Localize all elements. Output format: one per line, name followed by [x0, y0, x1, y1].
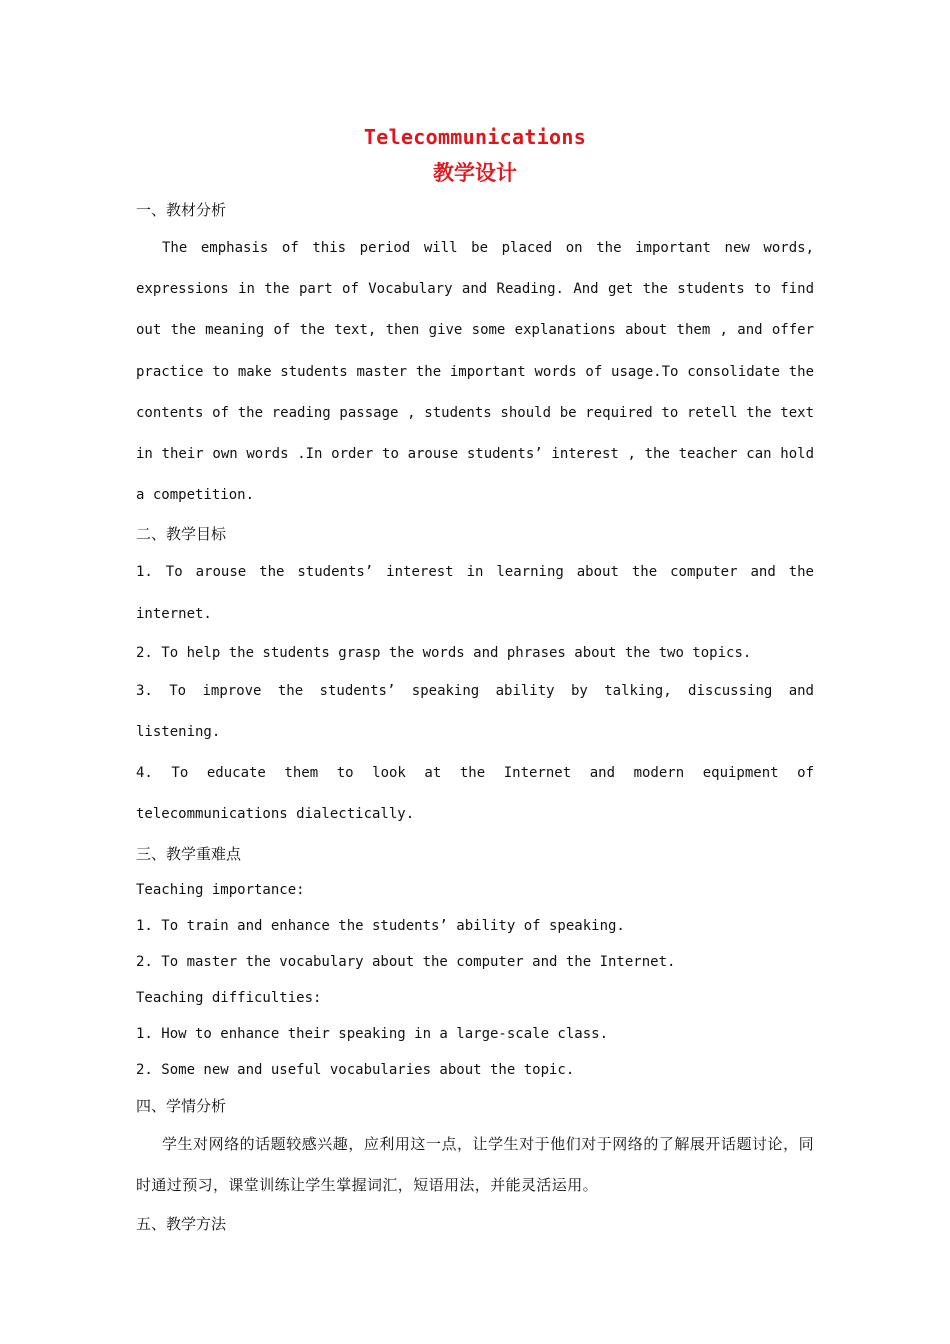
section-heading-textbook-analysis: 一、教材分析 — [136, 201, 227, 219]
textbook-analysis-paragraph: The emphasis of this period will be placed on the important new words, expressions in the part of Vocabulary and Reading. And get the students to find out the meaning of the text, then give some explanations about them , and offer practice to make students master the important words of usage.To consolidate the contents of the reading passage , students should be required to retell the text in their own words .In order to arouse students’ interest , the teacher can hold a competition. — [136, 240, 814, 504]
objective-item: 3. To improve the students’ speaking ability by talking, discussing and listening. — [136, 682, 814, 741]
objective-item: 2. To help the students grasp the words and phrases about the two topics. — [136, 644, 752, 661]
importance-item: 1. To train and enhance the students’ ability of speaking. — [136, 917, 625, 934]
objective-item: 4. To educate them to look at the Internet and modern equipment of telecommunications dialectically. — [136, 765, 814, 823]
section-heading-teaching-objectives: 二、教学目标 — [136, 525, 227, 544]
section-heading-key-difficult-points: 三、教学重难点 — [136, 844, 242, 863]
importance-item: 2. To master the vocabulary about the computer and the Internet. — [136, 953, 676, 970]
objective-item: 1. To arouse the students’ interest in learning about the computer and the internet. — [136, 564, 814, 622]
difficulty-item: 1. How to enhance their speaking in a large-scale class. — [136, 1025, 609, 1042]
document-title-en: Telecommunications — [363, 125, 587, 149]
document-title-cn: 教学设计 — [433, 160, 517, 185]
document-page — [136, 122, 814, 1242]
teaching-difficulties-label: Teaching difficulties: — [136, 989, 322, 1006]
section-heading-teaching-methods: 五、教学方法 — [136, 1214, 227, 1233]
teaching-importance-label: Teaching importance: — [136, 881, 305, 898]
difficulty-item: 2. Some new and useful vocabularies about the topic. — [136, 1061, 575, 1078]
student-analysis-paragraph: 学生对网络的话题较感兴趣，应利用这一点，让学生对于他们对于网络的了解展开话题讨论，同时通过预习，课堂训练让学生掌握词汇，短语用法，并能灵活运用。 — [136, 1134, 814, 1194]
section-heading-student-analysis: 四、学情分析 — [136, 1096, 227, 1115]
